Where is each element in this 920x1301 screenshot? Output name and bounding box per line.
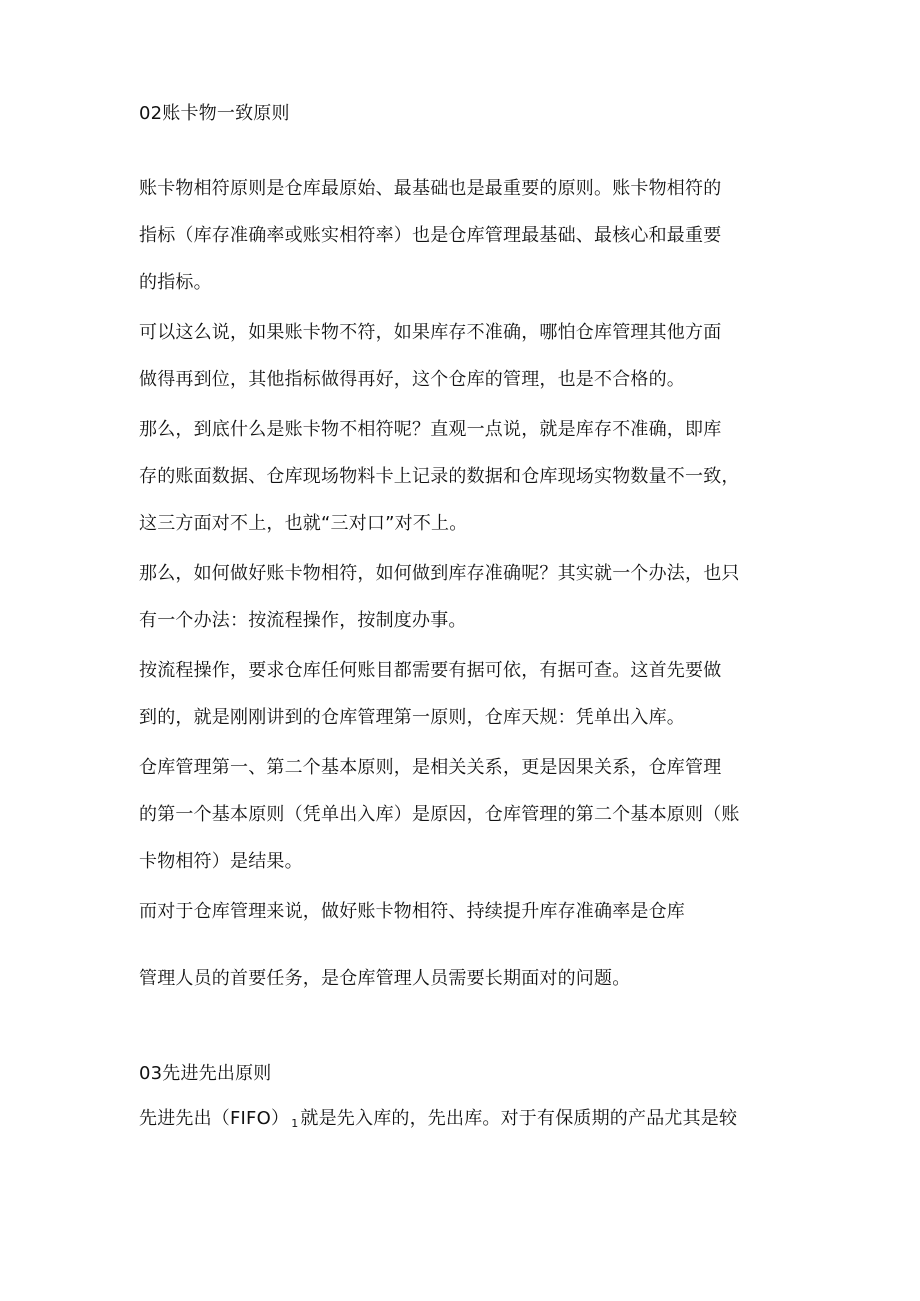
paragraph-line: 账卡物相符原则是仓库最原始、最基础也是最重要的原则。账卡物相符的 [139,178,722,199]
fifo-text-continued: 就是先入库的，先出库。对于有保质期的产品尤其是较 [300,1108,738,1129]
paragraph-line: 仓库管理第一、第二个基本原则，是相关关系，更是因果关系，仓库管理 [139,757,722,778]
section-02-heading: 02账卡物一致原则 [139,103,290,124]
section-03-heading: 03先进先出原则 [139,1063,272,1084]
paragraph-line: 的指标。 [139,272,212,293]
footnote-mark: 1 [291,1117,299,1130]
paragraph-line: 可以这么说，如果账卡物不符，如果库存不准确，哪怕仓库管理其他方面 [139,322,722,343]
paragraph-line: 那么，到底什么是账卡物不相符呢？直观一点说，就是库存不准确，即库 [139,419,722,440]
paragraph-line [139,1107,737,1136]
paragraph-line: 有一个办法：按流程操作，按制度办事。 [139,610,467,631]
paragraph-line: 按流程操作，要求仓库任何账目都需要有据可依，有据可查。这首先要做 [139,660,722,681]
paragraph-line: 管理人员的首要任务，是仓库管理人员需要长期面对的问题。 [139,968,631,989]
paragraph-line: 卡物相符）是结果。 [139,851,303,872]
paragraph-line: 而对于仓库管理来说，做好账卡物相符、持续提升库存准确率是仓库 [139,901,685,922]
paragraph-line: 到的，就是刚刚讲到的仓库管理第一原则，仓库天规：凭单出入库。 [139,707,685,728]
paragraph-line: 这三方面对不上，也就“三对口”对不上。 [139,513,468,534]
paragraph-line: 的第一个基本原则（凭单出入库）是原因，仓库管理的第二个基本原则（账 [139,804,740,825]
paragraph-line: 存的账面数据、仓库现场物料卡上记录的数据和仓库现场实物数量不一致， [139,466,740,487]
fifo-text: 先进先出（FIFO） [139,1108,290,1129]
paragraph-line: 那么，如何做好账卡物相符，如何做到库存准确呢？其实就一个办法，也只 [139,563,740,584]
paragraph-line: 指标（库存准确率或账实相符率）也是仓库管理最基础、最核心和最重要 [139,225,722,246]
paragraph-line: 做得再到位，其他指标做得再好，这个仓库的管理，也是不合格的。 [139,369,685,390]
